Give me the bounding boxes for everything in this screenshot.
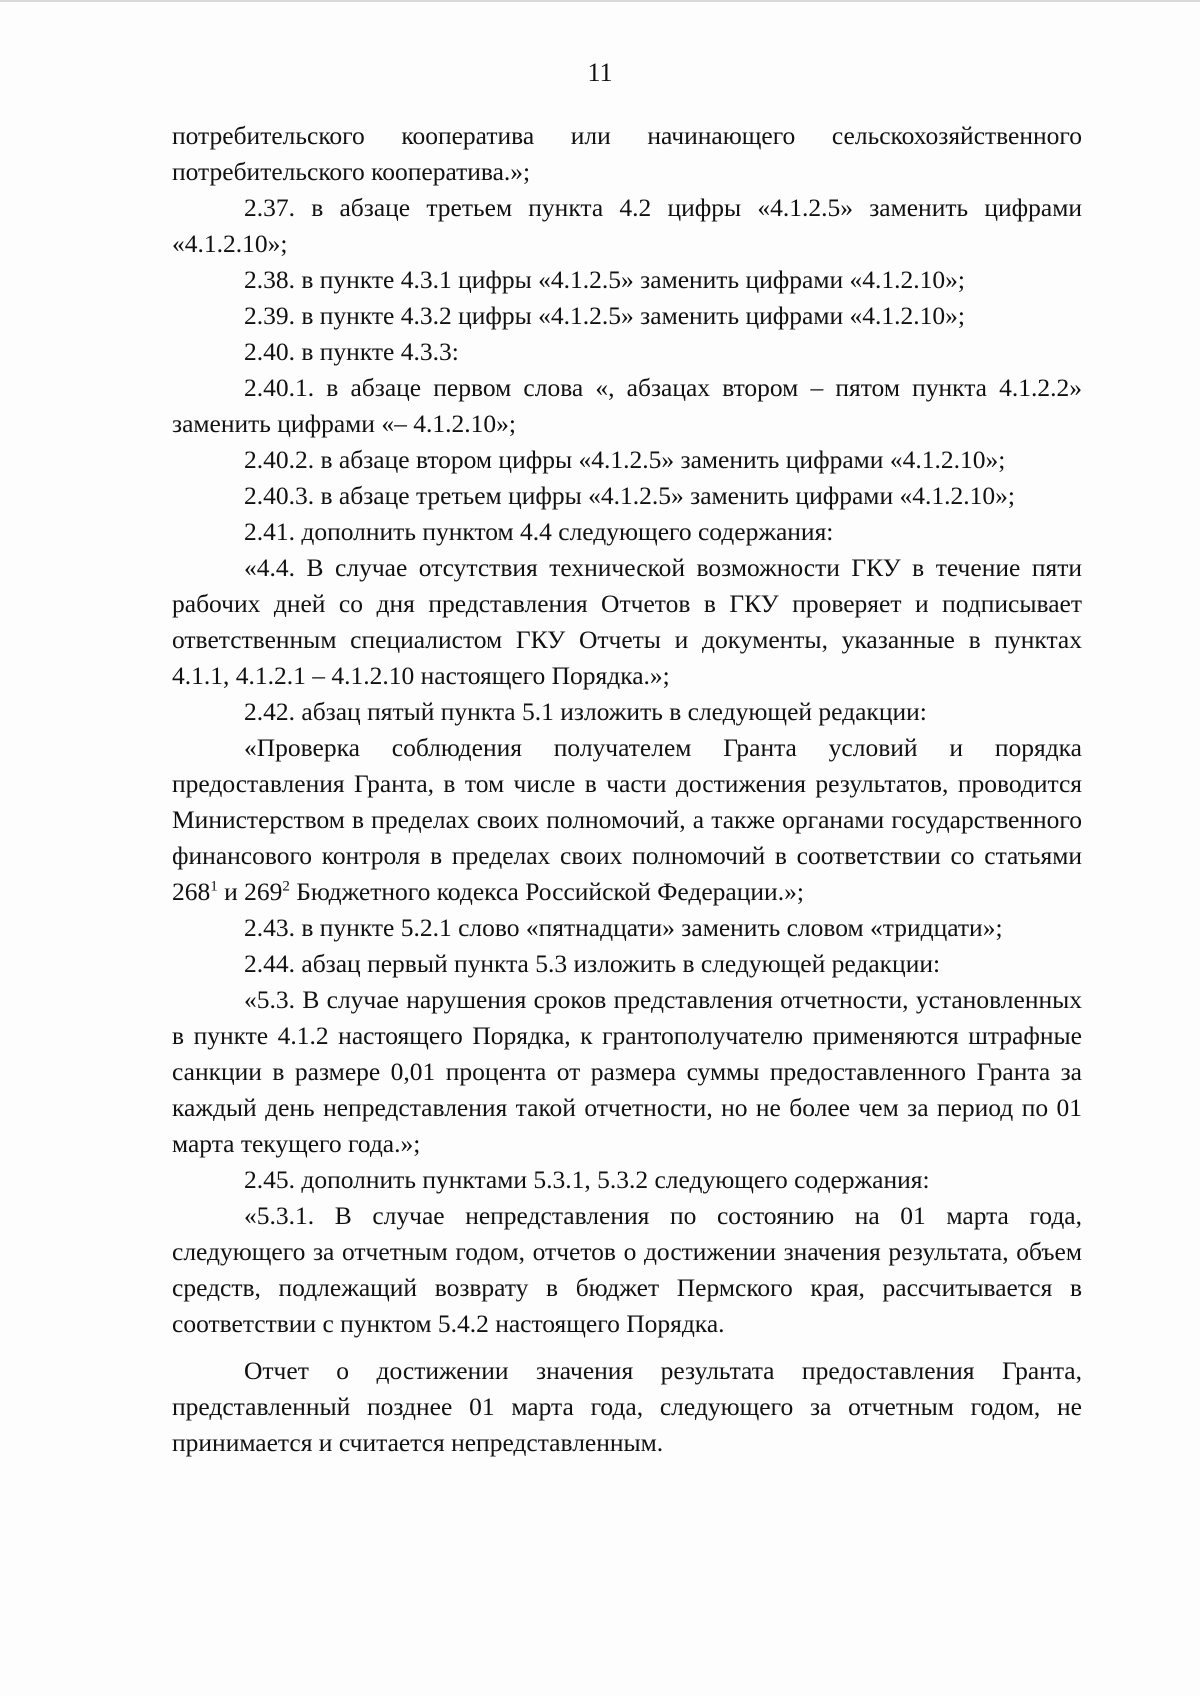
page-number: 11 <box>587 58 613 87</box>
paragraph-quote-5-3: «5.3. В случае нарушения сроков представления отчетности, установленных в пункте 4.1.2 настоящего Порядка, к грантополучателю применяются штрафные санкции в размере 0,01 процента от размера суммы предоставленного Гранта за каждый день непредставления такой отчетности, но не более чем за период по 01 марта текущего года.»; <box>172 985 1082 1158</box>
paragraph-2-40-1: 2.40.1. в абзаце первом слова «, абзацах втором – пятом пункта 4.1.2.2» заменить цифрами «– 4.1.2.10»; <box>172 373 1082 438</box>
paragraph-quote-inspection <box>172 730 1082 910</box>
paragraph-2-45: 2.45. дополнить пунктами 5.3.1, 5.3.2 следующего содержания: <box>244 1165 930 1194</box>
paragraph-2-39: 2.39. в пункте 4.3.2 цифры «4.1.2.5» заменить цифрами «4.1.2.10»; <box>244 301 965 330</box>
superscript-2: 2 <box>282 878 290 895</box>
superscript-1: 1 <box>210 878 218 895</box>
paragraph-quote-5-3-1: «5.3.1. В случае непредставления по состоянию на 01 марта года, следующего за отчетным годом, отчетов о достижении значения результата, объем средств, подлежащий возврату в бюджет Пермского края, рассчитывается в соответствии с пунктом 5.4.2 настоящего Порядка. <box>172 1201 1082 1338</box>
scan-edge <box>0 0 1200 2</box>
paragraph-2-44: 2.44. абзац первый пункта 5.3 изложить в следующей редакции: <box>244 949 941 978</box>
document-body <box>172 118 1082 1461</box>
quote-inspection-text-a: «Проверка соблюдения получателем Гранта условий и порядка предоставления Гранта, в том числе в части достижения результатов, проводится Министерством в пределах своих полномочий, а также органами государственного финансового контроля в пределах своих полномочий в соответствии со статьями 268 <box>172 733 1082 906</box>
paragraph-2-42: 2.42. абзац пятый пункта 5.1 изложить в следующей редакции: <box>244 697 927 726</box>
paragraph-continuation: потребительского кооператива или начинающего сельскохозяйственного потребительского кооператива.»; <box>172 121 1082 186</box>
quote-inspection-text-c: Бюджетного кодекса Российской Федерации.»; <box>289 877 804 906</box>
quote-inspection-text-b: и 269 <box>217 877 283 906</box>
paragraph-2-40-2: 2.40.2. в абзаце втором цифры «4.1.2.5» заменить цифрами «4.1.2.10»; <box>244 445 1006 474</box>
paragraph-report-rule: Отчет о достижении значения результата предоставления Гранта, представленный позднее 01 марта года, следующего за отчетным годом, не принимается и считается непредставленным. <box>172 1356 1082 1457</box>
paragraph-2-40-3: 2.40.3. в абзаце третьем цифры «4.1.2.5» заменить цифрами «4.1.2.10»; <box>244 481 1015 510</box>
paragraph-2-38: 2.38. в пункте 4.3.1 цифры «4.1.2.5» заменить цифрами «4.1.2.10»; <box>244 265 965 294</box>
paragraph-quote-4-4: «4.4. В случае отсутствия технической возможности ГКУ в течение пяти рабочих дней со дня представления Отчетов в ГКУ проверяет и подписывает ответственным специалистом ГКУ Отчеты и документы, указанные в пунктах 4.1.1, 4.1.2.1 – 4.1.2.10 настоящего Порядка.»; <box>172 553 1082 690</box>
paragraph-2-40: 2.40. в пункте 4.3.3: <box>244 337 459 366</box>
paragraph-2-41: 2.41. дополнить пунктом 4.4 следующего содержания: <box>244 517 834 546</box>
paragraph-2-43: 2.43. в пункте 5.2.1 слово «пятнадцати» заменить словом «тридцати»; <box>244 913 1003 942</box>
paragraph-2-37: 2.37. в абзаце третьем пункта 4.2 цифры «4.1.2.5» заменить цифрами «4.1.2.10»; <box>172 193 1082 258</box>
